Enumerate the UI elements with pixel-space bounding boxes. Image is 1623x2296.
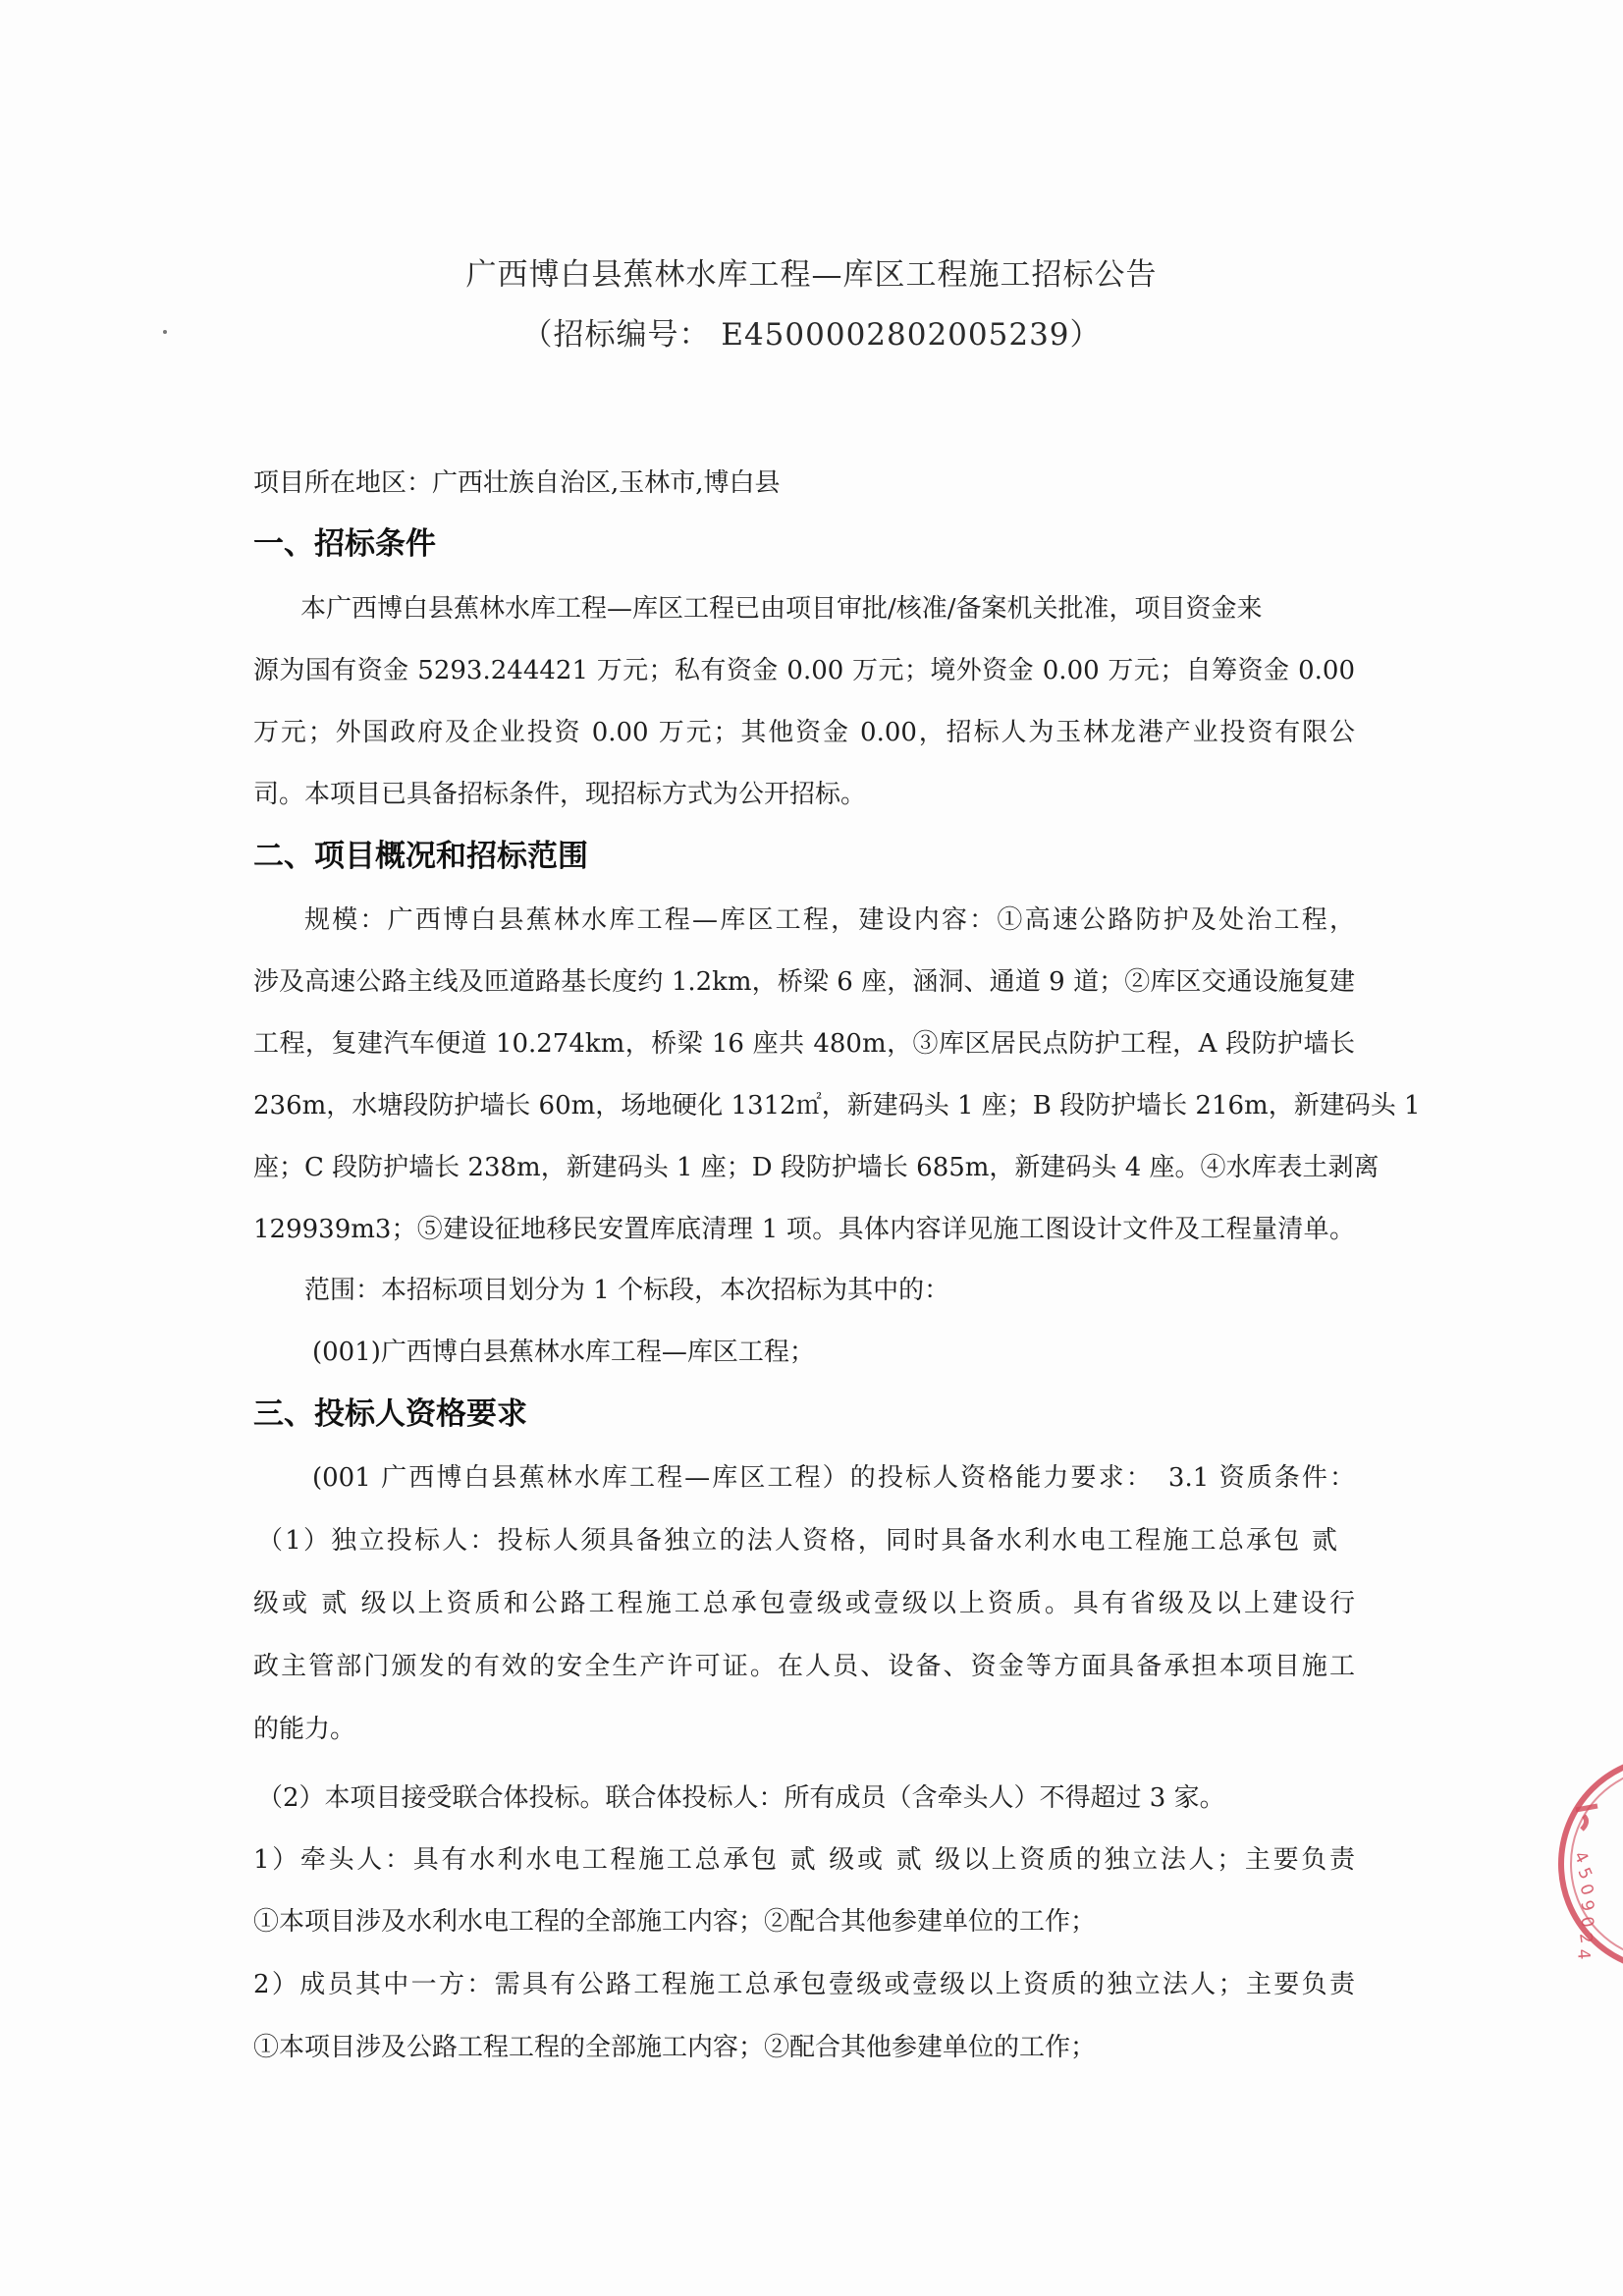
paragraph-line: 2）成员其中一方：需具有公路工程施工总承包壹级或壹级以上资质的独立法人；主要负责 (253, 1970, 1355, 1999)
project-region: 项目所在地区：广西壮族自治区,玉林市,博白县 (253, 468, 781, 498)
paragraph-line: 129939m3；⑤建设征地移民安置库底清理 1 项。具体内容详见施工图设计文件及工程量清单。 (253, 1215, 1355, 1244)
paragraph-line: 司。本项目已具备招标条件，现招标方式为公开招标。 (253, 780, 867, 809)
section-heading-project-overview: 二、项目概况和招标范围 (253, 839, 588, 874)
paragraph-line: 源为国有资金 5293.244421 万元；私有资金 0.00 万元；境外资金 0.00 万元；自筹资金 0.00 (253, 656, 1355, 685)
section-heading-bidding-conditions: 一、招标条件 (253, 526, 436, 562)
svg-text:0: 0 (1575, 1881, 1597, 1898)
paragraph-line: 236m，水塘段防护墙长 60m，场地硬化 1312㎡，新建码头 1 座；B 段防护墙长 216m，新建码头 1 (253, 1091, 1421, 1121)
paragraph-line: 政主管部门颁发的有效的安全生产许可证。在人员、设备、资金等方面具备承担本项目施工 (253, 1652, 1355, 1681)
document-title: 广西博白县蕉林水库工程—库区工程施工招标公告 (465, 257, 1158, 293)
paragraph-line: 的能力。 (253, 1715, 356, 1744)
paragraph-line: （2）本项目接受联合体投标。联合体投标人：所有成员（含牵头人）不得超过 3 家。 (257, 1783, 1225, 1813)
paragraph-line: 座；C 段防护墙长 238m，新建码头 1 座；D 段防护墙长 685m，新建码头 4 座。④水库表土剥离 (253, 1153, 1380, 1182)
paragraph-line: 涉及高速公路主线及匝道路基长度约 1.2km，桥梁 6 座，涵洞、通道 9 道；②库区交通设施复建 (253, 967, 1355, 997)
paragraph-line: (001)广西博白县蕉林水库工程—库区工程； (312, 1338, 815, 1367)
svg-text:4: 4 (1569, 1847, 1593, 1867)
paragraph-line: ①本项目涉及公路工程工程的全部施工内容；②配合其他参建单位的工作； (253, 2033, 1097, 2062)
svg-text:2: 2 (1575, 1931, 1596, 1945)
paragraph-line: 范围：本招标项目划分为 1 个标段，本次招标为其中的： (304, 1276, 950, 1305)
tender-code: （招标编号： E4500002802005239） (521, 317, 1102, 353)
paragraph-line: 工程，复建汽车便道 10.274km，桥梁 16 座共 480m，③库区居民点防护工程，A 段防护墙长 (253, 1029, 1355, 1059)
paragraph-line: 规模：广西博白县蕉林水库工程—库区工程，建设内容：①高速公路防护及处治工程， (304, 905, 1355, 935)
paragraph-line: 级或 贰 级以上资质和公路工程施工总承包壹级或壹级以上资质。具有省级及以上建设行 (253, 1589, 1355, 1618)
svg-text:9: 9 (1576, 1897, 1598, 1914)
svg-text:0: 0 (1576, 1914, 1597, 1930)
official-seal-stamp (1554, 1751, 1623, 1977)
svg-text:5: 5 (1573, 1864, 1596, 1883)
paragraph-line: （1）独立投标人：投标人须具备独立的法人资格，同时具备水利水电工程施工总承包 贰 (257, 1526, 1337, 1556)
paragraph-line: 1）牵头人：具有水利水电工程施工总承包 贰 级或 贰 级以上资质的独立法人；主要负责 (253, 1845, 1355, 1875)
paragraph-line: 万元；外国政府及企业投资 0.00 万元；其他资金 0.00，招标人为玉林龙港产业投资有限公 (253, 718, 1355, 747)
paragraph-line: ①本项目涉及水利水电工程的全部施工内容；②配合其他参建单位的工作； (253, 1907, 1097, 1937)
paragraph-line: 本广西博白县蕉林水库工程—库区工程已由项目审批/核准/备案机关批准，项目资金来 (300, 594, 1263, 624)
paragraph-line: (001 广西博白县蕉林水库工程—库区工程）的投标人资格能力要求： 3.1 资质条件： (312, 1463, 1355, 1493)
svg-text:4: 4 (1573, 1947, 1594, 1961)
section-heading-bidder-qualifications: 三、投标人资格要求 (253, 1396, 527, 1432)
